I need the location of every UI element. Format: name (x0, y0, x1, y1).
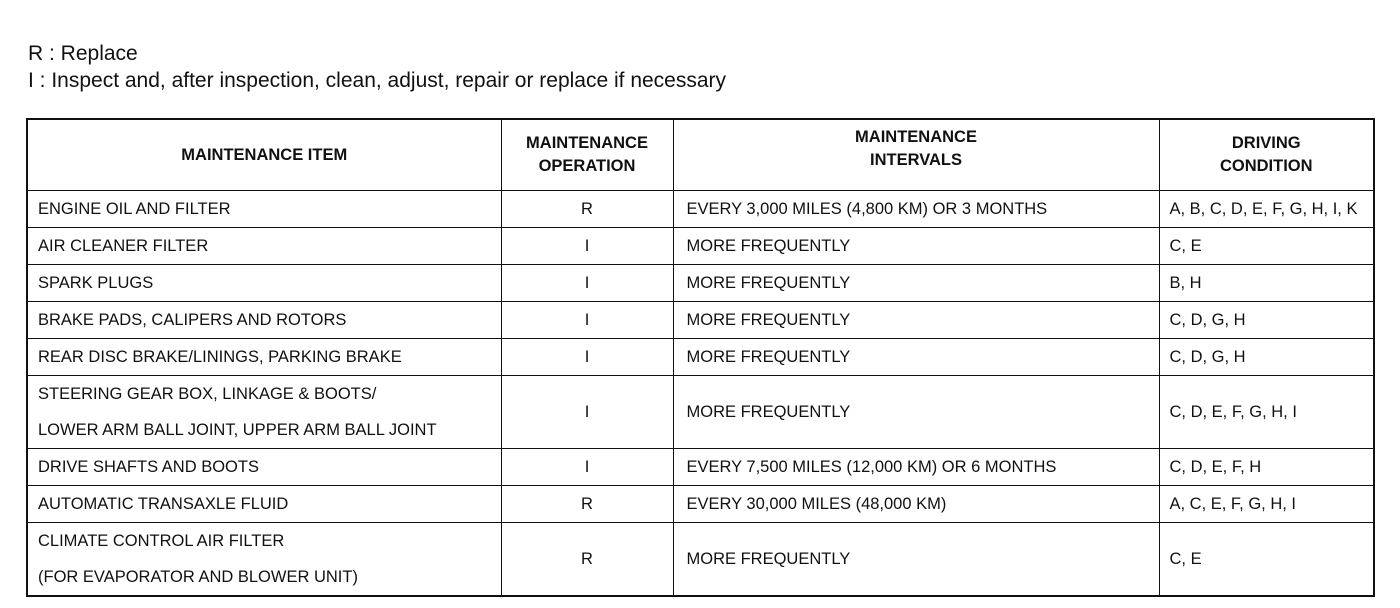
header-condition-line2: CONDITION (1219, 157, 1313, 175)
cell-interval: EVERY 30,000 MILES (48,000 KM) (673, 486, 1159, 523)
cell-condition: B, H (1159, 265, 1374, 302)
cell-operation: R (501, 523, 673, 597)
cell-operation: R (501, 191, 673, 228)
item-line: DRIVE SHAFTS AND BOOTS (38, 458, 259, 476)
cell-condition: C, D, G, H (1159, 302, 1374, 339)
header-intervals-line1: MAINTENANCE (855, 128, 977, 146)
cell-condition: C, D, G, H (1159, 339, 1374, 376)
item-line: (FOR EVAPORATOR AND BLOWER UNIT) (38, 568, 358, 586)
table-row (27, 376, 1374, 449)
cell-item (27, 191, 501, 228)
table-row (27, 265, 1374, 302)
cell-operation: I (501, 265, 673, 302)
table-row (27, 486, 1374, 523)
cell-condition: C, E (1159, 228, 1374, 265)
header-operation-line1: MAINTENANCE (526, 134, 648, 152)
table-row (27, 449, 1374, 486)
cell-interval: MORE FREQUENTLY (673, 376, 1159, 449)
header-maintenance-item (27, 119, 501, 191)
maintenance-table (26, 118, 1375, 597)
cell-item (27, 449, 501, 486)
item-line: SPARK PLUGS (38, 274, 154, 292)
cell-operation: I (501, 339, 673, 376)
cell-condition: C, D, E, F, H (1159, 449, 1374, 486)
cell-operation: I (501, 302, 673, 339)
legend-inspect: I : Inspect and, after inspection, clean, adjust, repair or replace if necessary (28, 69, 727, 92)
header-condition-line1: DRIVING (1231, 134, 1301, 152)
cell-interval: EVERY 3,000 MILES (4,800 KM) OR 3 MONTHS (673, 191, 1159, 228)
cell-interval: MORE FREQUENTLY (673, 265, 1159, 302)
item-line: REAR DISC BRAKE/LININGS, PARKING BRAKE (38, 348, 402, 366)
table-row (27, 191, 1374, 228)
cell-item (27, 265, 501, 302)
cell-item (27, 486, 501, 523)
cell-item (27, 228, 501, 265)
header-item-label: MAINTENANCE ITEM (181, 145, 348, 164)
cell-item (27, 376, 501, 449)
cell-interval: MORE FREQUENTLY (673, 523, 1159, 597)
item-line: ENGINE OIL AND FILTER (38, 200, 231, 218)
cell-item (27, 339, 501, 376)
table-row (27, 302, 1374, 339)
header-row (27, 119, 1374, 191)
cell-interval: MORE FREQUENTLY (673, 302, 1159, 339)
header-maintenance-operation (501, 119, 673, 191)
cell-item (27, 523, 501, 597)
cell-operation: R (501, 486, 673, 523)
cell-item (27, 302, 501, 339)
cell-condition: A, C, E, F, G, H, I (1159, 486, 1374, 523)
header-driving-condition (1159, 119, 1374, 191)
cell-operation: I (501, 449, 673, 486)
item-line: AIR CLEANER FILTER (38, 237, 209, 255)
legend (28, 40, 726, 94)
item-line: LOWER ARM BALL JOINT, UPPER ARM BALL JOINT (38, 421, 437, 439)
table-row (27, 228, 1374, 265)
cell-interval: MORE FREQUENTLY (673, 339, 1159, 376)
cell-condition: C, D, E, F, G, H, I (1159, 376, 1374, 449)
cell-interval: EVERY 7,500 MILES (12,000 KM) OR 6 MONTHS (673, 449, 1159, 486)
table-row (27, 339, 1374, 376)
table-row (27, 523, 1374, 597)
item-line: AUTOMATIC TRANSAXLE FLUID (38, 495, 289, 513)
item-line: BRAKE PADS, CALIPERS AND ROTORS (38, 311, 347, 329)
cell-condition: A, B, C, D, E, F, G, H, I, K (1159, 191, 1374, 228)
item-line: CLIMATE CONTROL AIR FILTER (38, 532, 285, 550)
header-intervals-line2: INTERVALS (870, 151, 962, 169)
header-operation-line2: OPERATION (538, 157, 636, 175)
cell-interval: MORE FREQUENTLY (673, 228, 1159, 265)
header-maintenance-intervals (673, 119, 1159, 191)
cell-operation: I (501, 228, 673, 265)
cell-condition: C, E (1159, 523, 1374, 597)
cell-operation: I (501, 376, 673, 449)
item-line: STEERING GEAR BOX, LINKAGE & BOOTS/ (38, 385, 377, 403)
legend-replace: R : Replace (28, 42, 138, 65)
